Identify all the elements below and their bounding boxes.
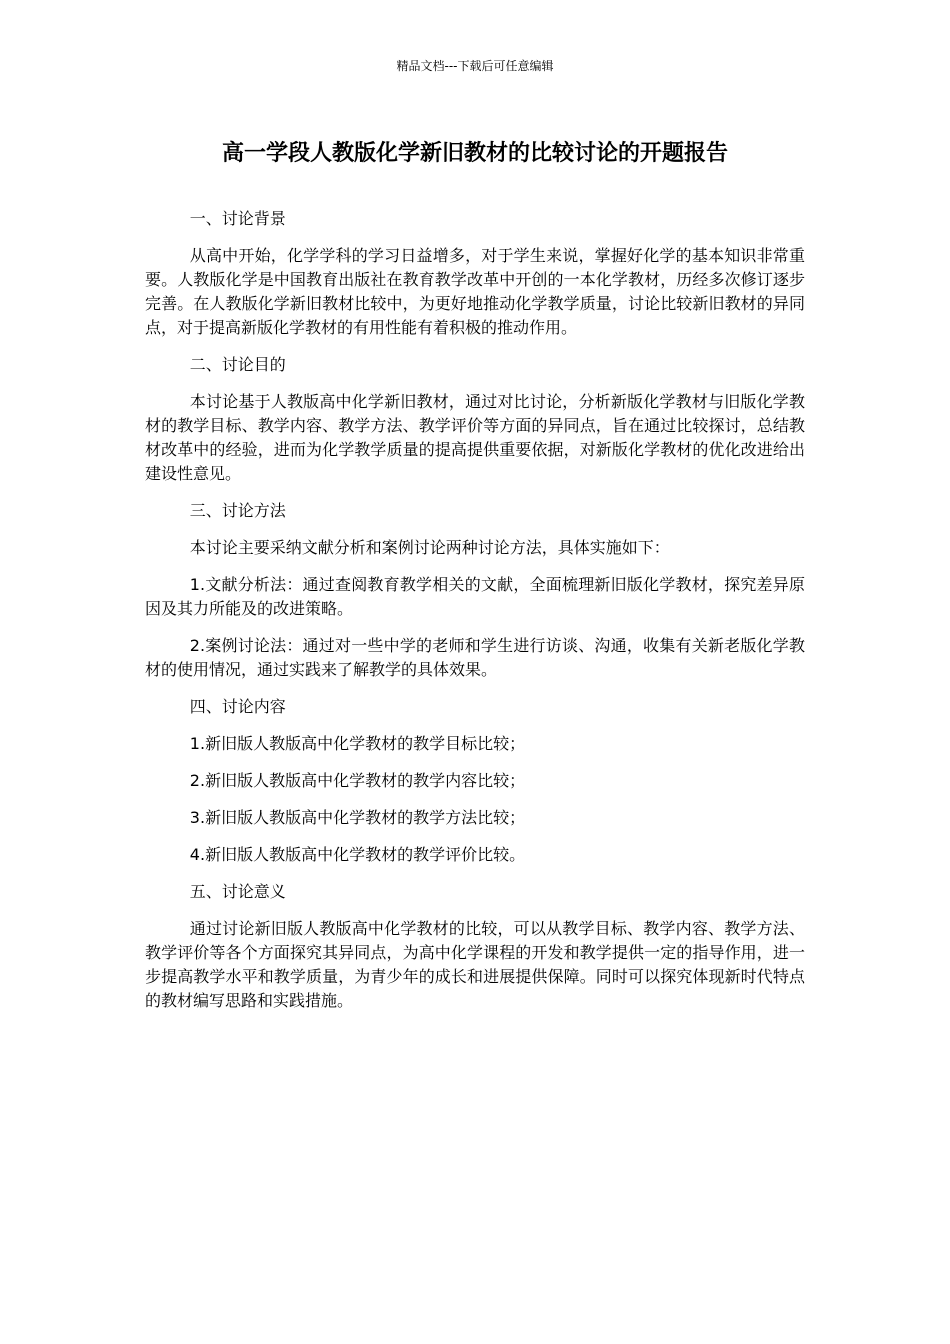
document-body <box>145 207 805 1026</box>
paragraph-significance: 通过讨论新旧版人教版高中化学教材的比较，可以从教学目标、教学内容、教学方法、教学评价等各个方面探究其异同点，为高中化学课程的开发和教学提供一定的指导作用，进一步提高教学水平和教学质量，为青少年的成长和进展提供保障。同时可以探究体现新时代特点的教材编写思路和实践措施。 <box>145 919 805 1010</box>
paragraph-method-case: 2.案例讨论法：通过对一些中学的老师和学生进行访谈、沟通，收集有关新老版化学教材的使用情况，通过实践来了解教学的具体效果。 <box>145 636 805 679</box>
section-heading-purpose: 二、讨论目的 <box>189 355 286 374</box>
paragraph-method-intro: 本讨论主要采纳文献分析和案例讨论两种讨论方法，具体实施如下： <box>189 538 670 557</box>
section-heading-background: 一、讨论背景 <box>189 209 286 228</box>
list-item-content-1: 1.新旧版人教版高中化学教材的教学目标比较； <box>189 734 526 753</box>
list-item-content-4: 4.新旧版人教版高中化学教材的教学评价比较。 <box>189 845 526 864</box>
section-heading-content: 四、讨论内容 <box>189 697 286 716</box>
section-heading-significance: 五、讨论意义 <box>189 882 286 901</box>
list-item-content-3: 3.新旧版人教版高中化学教材的教学方法比较； <box>189 808 526 827</box>
list-item-content-2: 2.新旧版人教版高中化学教材的教学内容比较； <box>189 771 526 790</box>
paragraph-method-literature: 1.文献分析法：通过查阅教育教学相关的文献，全面梳理新旧版化学教材，探究差异原因及其力所能及的改进策略。 <box>145 575 805 618</box>
page-header: 精品文档---下载后可任意编辑 <box>396 59 554 73</box>
section-heading-method: 三、讨论方法 <box>189 501 286 520</box>
paragraph-purpose: 本讨论基于人教版高中化学新旧教材，通过对比讨论，分析新版化学教材与旧版化学教材的教学目标、教学内容、教学方法、教学评价等方面的异同点，旨在通过比较探讨，总结教材改革中的经验，进而为化学教学质量的提高提供重要依据，对新版化学教材的优化改进给出建设性意见。 <box>145 392 805 483</box>
document-title: 高一学段人教版化学新旧教材的比较讨论的开题报告 <box>221 141 728 166</box>
paragraph-background: 从高中开始，化学学科的学习日益增多，对于学生来说，掌握好化学的基本知识非常重要。人教版化学是中国教育出版社在教育教学改革中开创的一本化学教材，历经多次修订逐步完善。在人教版化学新旧教材比较中，为更好地推动化学教学质量，讨论比较新旧教材的异同点，对于提高新版化学教材的有用性能有着积极的推动作用。 <box>145 246 805 337</box>
